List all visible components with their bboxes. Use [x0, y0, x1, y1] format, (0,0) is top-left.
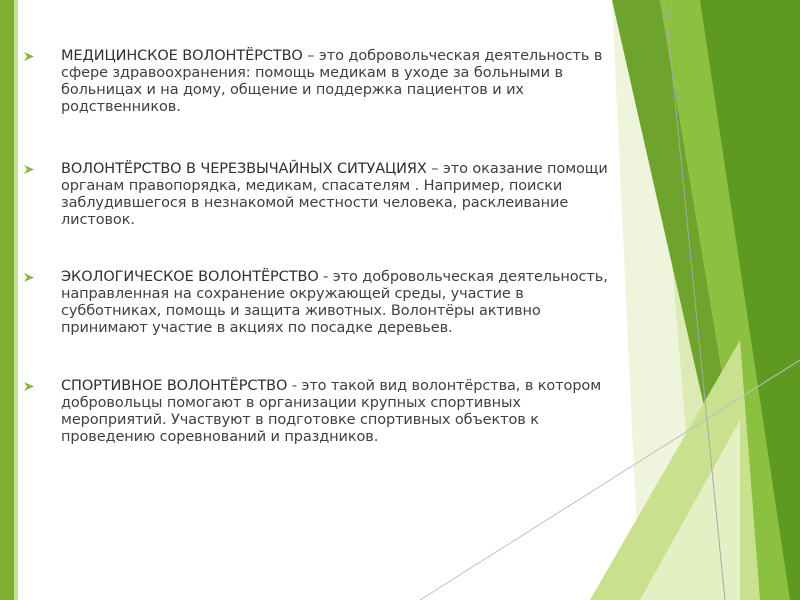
left-green-bar-edge [14, 0, 18, 600]
bullet-item-sports [24, 378, 624, 446]
bullet-item-ecological [24, 269, 624, 337]
bullet-description: – это оказание помощи органам правопорядка, медикам, спасателям . Например, поиски заблудившегося в незнакомой местности человека, расклеивание листовок. [61, 161, 608, 228]
bullet-list [24, 48, 624, 491]
left-green-bar [0, 0, 14, 600]
bullet-term: СПОРТИВНОЕ ВОЛОНТЁРСТВО [61, 378, 288, 394]
bullet-text [61, 378, 624, 446]
arrow-bullet-icon [24, 164, 35, 175]
bullet-item-medical [24, 48, 624, 116]
bullet-description: – это добровольческая деятельность в сфере здравоохранения: помощь медикам в уходе за больными в больницах и на дому, общение и поддержка пациентов и их родственников. [61, 48, 603, 115]
bullet-text [61, 161, 624, 229]
arrow-bullet-icon [24, 381, 35, 392]
bullet-term: ЭКОЛОГИЧЕСКОЕ ВОЛОНТЁРСТВО [61, 269, 319, 285]
bullet-description: - это такой вид волонтёрства, в котором добровольцы помогают в организации крупных спортивных мероприятий. Участвуют в подготовке спортивных объектов к проведению соревнований и праздников. [61, 378, 602, 445]
bullet-description: - это добровольческая деятельность, направленная на сохранение окружающей среды, участие в субботниках, помощь и защита животных. Волонтёры активно принимают участие в акциях по посадке деревьев. [61, 269, 608, 336]
bullet-term: ВОЛОНТЁРСТВО В ЧЕРЕЗВЫЧАЙНЫХ СИТУАЦИЯХ [61, 161, 427, 177]
bullet-item-emergency [24, 161, 624, 229]
bullet-text [61, 48, 624, 116]
bullet-term: МЕДИЦИНСКОЕ ВОЛОНТЁРСТВО [61, 48, 303, 64]
arrow-bullet-icon [24, 272, 35, 283]
arrow-bullet-icon [24, 51, 35, 62]
bullet-text [61, 269, 624, 337]
